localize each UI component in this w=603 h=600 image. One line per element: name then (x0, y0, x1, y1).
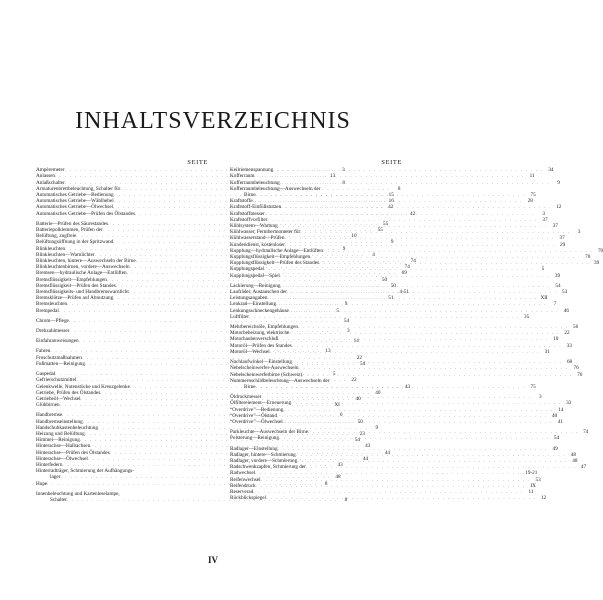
entry-page: 9 (375, 424, 379, 431)
entry-title: Mehrbereichsöle, Empfehlungen (230, 324, 298, 331)
entry-title: Chrom—Pflege (36, 317, 69, 324)
entry-title: Blinkleuchten—Warnlichter (36, 251, 95, 258)
entry-title: lager (50, 474, 61, 481)
entry-title: Hinterachse—Ölwechsel (36, 455, 88, 462)
entry-title: Bremsflüssigkeits- und Handbremswarnlicht (36, 289, 129, 296)
entry-title: Motoröl—Prüfen des Standes (230, 342, 292, 349)
entry-page: 55 (383, 220, 389, 227)
entry-page: 56 (573, 324, 579, 331)
entry-page: 43 (365, 443, 371, 450)
entry-page: 75 (530, 383, 536, 390)
entry-title: Reifendruck (230, 482, 256, 489)
entry-title: Nachlaufwinkel—Einstellung (230, 359, 292, 366)
entry-page: 5 (336, 307, 339, 314)
entry-title: Öldruckmesser (230, 394, 262, 401)
entry-page: 9 (344, 301, 348, 308)
entry-page: 54 (555, 282, 561, 289)
entry-title: Kraftstoff-Einfüllstutzen (230, 204, 282, 211)
entry-title: Handbremse (36, 412, 63, 419)
entry-page: 39 (554, 272, 561, 279)
entry-title: Handbremseinstellung (36, 418, 83, 425)
entry-page: 33 (566, 400, 572, 407)
dot-leader (266, 495, 536, 501)
entry-title: Fußmatten—Reinigung (36, 360, 85, 367)
entry-page: 28 (527, 198, 533, 205)
entry-page: 29 (560, 241, 566, 248)
entry-title: Batteriepolklemmen, Prüfen der (36, 227, 103, 234)
entry-page: 22 (351, 377, 357, 384)
page-title: INHALTSVERZEICHNIS (75, 108, 351, 134)
dot-leader (280, 273, 550, 279)
entry-page: 3 (347, 328, 350, 335)
entry-page: 74 (404, 264, 410, 271)
entry-page: 54 (554, 435, 560, 442)
entry-page: 5 (332, 371, 336, 378)
entry-page: 48 (570, 451, 576, 458)
entry-page: 54 (343, 317, 350, 324)
entry-title: Hinterachse—Prüfen des Ölstandes (36, 449, 110, 456)
entry-title: Kupplungsflüssigkeit—Prüfen des Standes (230, 260, 320, 267)
entry-page: 68 (566, 359, 573, 366)
entry-title: Hinterfedern (36, 461, 63, 468)
entry-page: 34 (548, 167, 554, 174)
entry-title: Nebelscheinwerfer-Auswechseln (230, 365, 299, 372)
entry-page: 40 (355, 395, 361, 402)
entry-title: Kupplung—hydraulische Anlage—Entlüften (230, 247, 323, 254)
entry-page: 50 (357, 418, 363, 425)
entry-page: 43 (337, 461, 343, 468)
entry-title: Fahren (36, 348, 51, 355)
entry-title: Bremsklötze—Prüfen auf Abnutzung (36, 295, 114, 302)
entry-page: 3 (539, 394, 542, 401)
index-entry (36, 317, 350, 324)
entry-title: Belüftung, zugfreie (36, 233, 77, 240)
entry-title: Nummernschildbeleuchtung—Auswechseln der (230, 377, 330, 384)
entry-page: 10 (351, 233, 357, 240)
entry-page: 53 (561, 289, 568, 296)
entry-title: Glühbirnen (36, 402, 60, 409)
entry-page: 4-51 (399, 289, 409, 296)
entry-title: Kupplungspedal (230, 266, 265, 273)
entry-title: Motoröl—Wechsel (230, 348, 270, 355)
entry-title: Gefrierschutzmittel (36, 377, 77, 384)
entry-page: 48 (572, 457, 578, 464)
entry-page: 11 (529, 173, 535, 180)
entry-title: Bremsflüssigkeit—Empfehlungen (36, 276, 107, 283)
entry-title: Birne (244, 192, 256, 199)
entry-page: XII (540, 295, 548, 302)
entry-page: 14 (558, 406, 564, 413)
entry-page: 9 (342, 245, 346, 252)
entry-title: Himmel—Reinigung (36, 437, 80, 444)
entry-page: 51 (388, 295, 394, 302)
entry-title: Automatisches Getriebe—Wählhebel (36, 198, 114, 205)
entry-title: Keilriemenspannung (230, 167, 274, 174)
entry-title: Kühlsystem—Wartung (230, 223, 278, 230)
entry-page: 54 (360, 360, 366, 367)
entry-page: 5 (541, 266, 545, 273)
entry-page: 40 (375, 389, 381, 396)
entry-title: Ölfiltereiement—Erneuerung (230, 400, 292, 407)
entry-title: Kraftstoffvorfilter (230, 216, 268, 223)
entry-page: 41 (557, 418, 563, 425)
entry-page: IX (530, 482, 536, 489)
entry-page: 54 (354, 437, 360, 444)
dot-leader (283, 419, 553, 425)
entry-title: “Overdrive”—Ölwechsel (230, 418, 283, 425)
entry-title: Laufräder, Austauschen der (230, 289, 287, 296)
page-column-header: SEITE (187, 159, 208, 166)
entry-page: 13 (330, 173, 336, 180)
entry-page: 53 (535, 476, 541, 483)
page-number: IV (207, 555, 218, 565)
entry-page: 43 (404, 383, 411, 390)
entry-page: 4 (372, 251, 375, 258)
entry-title: Kofferraumbeleuchtung—Auswechseln der (230, 185, 321, 192)
entry-title: “Overdrive”—Ölstand (230, 412, 277, 419)
index-entry (230, 348, 550, 355)
entry-title: Batterie—Prüfen des Säurestandes (36, 220, 109, 227)
entry-title: Anlaßschalter (36, 179, 65, 186)
entry-title: Drehzahlmesser (36, 328, 70, 335)
entry-page: 50 (390, 282, 397, 289)
entry-title: Innenbeleuchtung und Kartenleselampe, (36, 490, 120, 497)
entry-page: 14 (353, 338, 359, 345)
entry-title: Hinterradträger, Schmierung der Aufhängungs- (36, 468, 135, 475)
entry-title: Lenkungsschneckengehäuse (230, 307, 289, 314)
index-entry (230, 495, 547, 502)
entry-page: 37 (542, 216, 548, 223)
entry-page: 69 (401, 270, 407, 277)
entry-page: 70 (597, 247, 603, 254)
entry-page: 55 (377, 227, 383, 234)
entry-page: 22 (356, 354, 362, 361)
entry-title: Radwechsel (230, 470, 256, 477)
entry-page: 48 (335, 474, 341, 481)
entry-title: Brempedal (36, 307, 59, 314)
entry-title: Motorhaubenverschluß (230, 336, 279, 343)
entry-page: 40 (551, 412, 558, 419)
entry-page: 46 (563, 307, 569, 314)
entry-page: 16 (388, 198, 394, 205)
entry-page: 76 (573, 365, 579, 372)
entry-page: 74 (410, 258, 416, 265)
entry-page: 19-21 (525, 470, 538, 477)
entry-title: Bremsleuchten (36, 301, 68, 308)
entry-page: 12 (541, 495, 547, 502)
entry-title: Radschwenkzapfen, Schmierung der (230, 464, 306, 471)
entry-page: 49 (552, 445, 558, 452)
entry-title: Motorbeheizung, elektrische (230, 330, 290, 337)
entry-page: 8 (344, 496, 348, 503)
entry-title: Automatisches Getriebe—Ölwechsel (36, 204, 114, 211)
entry-title: Belüftungsöffnung in der Spritzwand (36, 239, 114, 246)
entry-page: 42 (388, 204, 394, 211)
entry-title: Armaturenbrettbeleuchtung, Schalter für (36, 185, 121, 192)
entry-title: Reifenwechsel (230, 476, 261, 483)
entry-title: Kupplungsflüssigkeit—Empfehlungen (230, 254, 311, 261)
entry-title: Lackierung—Reinigung (230, 282, 281, 289)
entry-title: Blinkleuchten (36, 245, 66, 252)
entry-page: 75 (530, 192, 536, 199)
entry-title: Parkleuchte—Auswechseln der Birne (230, 429, 309, 436)
entry-page: 74 (583, 429, 589, 436)
entry-title: Handschuhkastenbeleuchtung (36, 424, 98, 431)
dot-leader (302, 372, 572, 378)
entry-title: Nebelscheinwerferbirne (Schweiz) (230, 371, 303, 378)
entry-title: Gaspedal (36, 371, 56, 378)
entry-title: Anlassen (36, 173, 56, 180)
entry-page: 37 (559, 235, 565, 242)
entry-title: Bremsflüssigkeit—Prüfen des Standes (36, 282, 116, 289)
entry-page: 7 (553, 301, 557, 308)
entry-page: 47 (580, 464, 587, 471)
entry-page: 50 (381, 276, 388, 283)
index-entry (230, 435, 560, 444)
entry-page: XI (334, 402, 340, 409)
entry-title: Blinkleuchten, hintere—Auswechseln der Birne (36, 258, 136, 265)
entry-page: 37 (552, 223, 558, 230)
entry-title: Kupplungspedal—Spiel (230, 272, 280, 279)
entry-title: Getriebe, Prüfen des Ölstandes (36, 389, 101, 396)
entry-page: 3 (577, 229, 581, 236)
entry-title: Automatisches Getriebe—Bedienung (36, 192, 114, 199)
entry-title: “Overdrive”—Bedienung (230, 406, 284, 413)
entry-title: Reserverad (230, 488, 254, 495)
page-column-header: SEITE (381, 159, 402, 166)
entry-page: 33 (566, 342, 572, 349)
entry-title: Kühlwasser, Fernthermometer für (230, 229, 301, 236)
entry-title: Leistungsangaben (230, 295, 268, 302)
entry-title: Kraftstoffe (230, 198, 253, 205)
entry-title: Radlager, vordere—Schmierung (230, 457, 298, 464)
entry-title: Luftfilter (230, 313, 250, 320)
entry-title: Blinkleuchtenbirnen, vordere—Auswechseln (36, 264, 130, 271)
entry-title: Froschutzmaßnahmen (36, 354, 82, 361)
index-entry (230, 418, 563, 425)
entry-page: 8 (397, 185, 401, 192)
entry-title: Einfahranweisungen (36, 338, 79, 345)
entry-title: Rückblickspiegel (230, 495, 267, 502)
entry-title: Kraftstoffmesser (230, 210, 265, 217)
entry-title: Kühlwasserstand—Prüfen (230, 235, 285, 242)
dot-leader (270, 349, 540, 355)
entry-title: Ampèremeter (36, 167, 65, 174)
dot-leader (256, 384, 526, 390)
entry-page: 11 (528, 488, 534, 495)
dot-leader (249, 314, 519, 320)
entry-title: Lenkrad—Einstellung (230, 301, 277, 308)
entry-page: 6 (339, 412, 343, 419)
entry-title: Birne (244, 383, 256, 390)
entry-title: Polsterung—Reinigung (230, 435, 279, 442)
entry-page: 39 (594, 260, 600, 267)
entry-page: 9 (557, 179, 560, 186)
entry-page: 9 (390, 239, 394, 246)
entry-title: Schalter (50, 496, 67, 503)
entry-title: Kundendienst, kostenloser (230, 241, 286, 248)
entry-page: 3 (342, 167, 345, 174)
dot-leader (279, 435, 549, 444)
entry-page: 8 (342, 179, 345, 186)
entry-page: 3 (542, 210, 545, 217)
entry-title: Radlager, hintere—Schmierung (230, 451, 296, 458)
entry-title: Bremsen—hydraulische Anlage—Entlüften (36, 270, 127, 277)
index-entry (230, 313, 530, 320)
entry-page: 15 (388, 192, 394, 199)
entry-page: 23 (359, 430, 365, 437)
entry-page: 8 (324, 480, 328, 487)
entry-page: 44 (384, 449, 390, 456)
entry-page: 76 (577, 371, 583, 378)
entry-title: Radlager—Einstellung (230, 445, 278, 452)
entry-title: Heizung und Belüftung (36, 430, 85, 437)
entry-page: 12 (556, 204, 562, 211)
entry-page: 42 (409, 210, 416, 217)
entry-title: Hinterachse—Halbachsen (36, 443, 91, 450)
entry-title: Kofferraumbeleuchtung (230, 179, 280, 186)
entry-page: 10 (553, 336, 559, 343)
entry-title: Hupe (36, 480, 48, 487)
entry-page: 44 (362, 455, 369, 462)
entry-title: Kofferraum (230, 173, 255, 180)
entry-title: Getriebeöl—Wechsel (36, 395, 81, 402)
entry-page: 13 (325, 348, 331, 355)
entry-page: 70 (585, 254, 591, 261)
entry-page: 22 (564, 330, 570, 337)
entry-page: 31 (544, 348, 550, 355)
entry-title: Gelenkwelle, Nutenstücke und Kreuzgelenke (36, 383, 130, 390)
entry-page: 35 (524, 313, 530, 320)
entry-title: Automatisches Getriebe—Prüfen des Ölstandes (36, 210, 135, 217)
